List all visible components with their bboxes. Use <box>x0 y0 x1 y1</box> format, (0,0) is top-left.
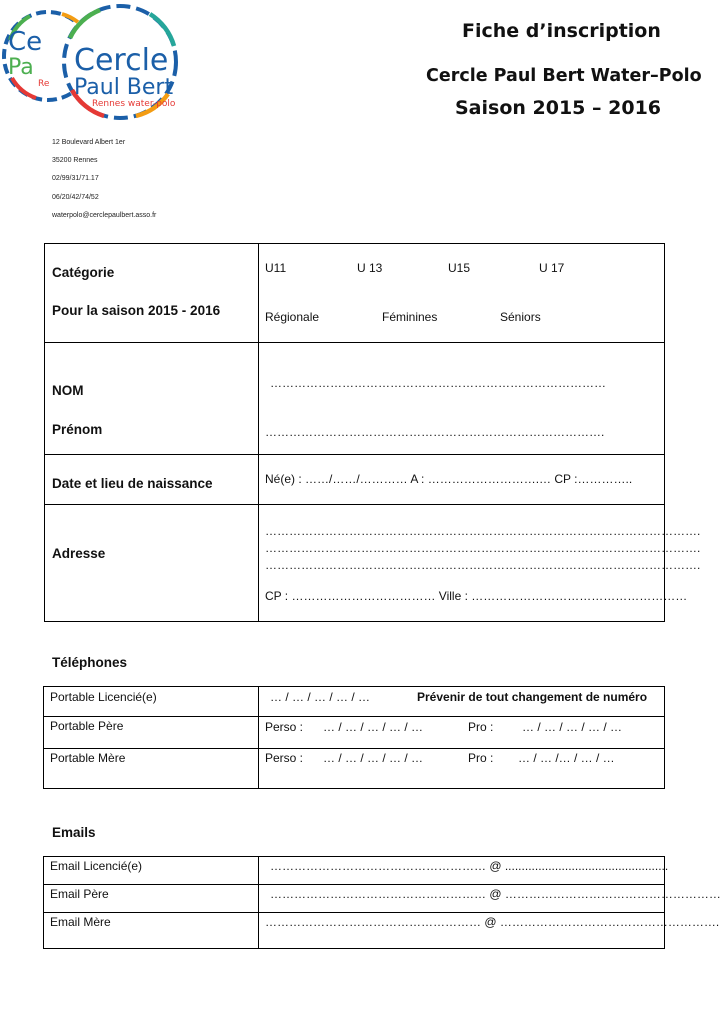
prenom-field[interactable]: …………………………………………………………………………. <box>265 425 605 439</box>
email-pere-field[interactable]: ……………………………………………… @ ……………………………………………… <box>270 887 721 901</box>
portable-pere-pro-field[interactable]: … / … / … / … / … <box>522 720 623 734</box>
season-title: Saison 2015 – 2016 <box>455 97 662 119</box>
category-u17[interactable]: U 17 <box>539 261 565 275</box>
email-licencie-field[interactable]: ……………………………………………… @ ................................................. <box>270 859 669 873</box>
logo-back-text-1: Ce <box>8 27 43 57</box>
adresse-label: Adresse <box>52 546 106 561</box>
adresse-cp-ville[interactable]: CP : ……………………………… Ville : ……………………………………………… <box>265 589 688 603</box>
category-regionale[interactable]: Régionale <box>265 310 320 324</box>
portable-mere-label: Portable Mère <box>50 751 126 765</box>
emails-heading: Emails <box>52 825 96 840</box>
category-u11[interactable]: U11 <box>265 261 287 275</box>
portable-pere-pro-label: Pro : <box>468 720 494 734</box>
category-seniors[interactable]: Séniors <box>500 310 541 324</box>
saison-label: Pour la saison 2015 - 2016 <box>52 303 221 318</box>
club-title: Cercle Paul Bert Water–Polo <box>426 66 702 86</box>
contact-phone-1: 02/99/31/71.17 <box>52 175 99 182</box>
logo-main-text-2: Paul Bert <box>74 75 174 100</box>
contact-city: 35200 Rennes <box>52 157 98 164</box>
contact-address: 12 Boulevard Albert 1er <box>52 139 126 146</box>
email-mere-field[interactable]: ……………………………………………… @ ………………………………………………. <box>265 915 720 929</box>
portable-licencie-label: Portable Licencié(e) <box>50 690 157 704</box>
adresse-line-2[interactable]: ………………………………………………………………………………………………. <box>265 541 701 555</box>
contact-phone-2: 06/20/42/74/52 <box>52 194 99 201</box>
adresse-line-1[interactable]: ………………………………………………………………………………………………. <box>265 524 701 538</box>
email-licencie-label: Email Licencié(e) <box>50 859 143 873</box>
portable-mere-perso-field[interactable]: … / … / … / … / … <box>323 751 424 765</box>
portable-mere-perso-label: Perso : <box>265 751 304 765</box>
adresse-line-3[interactable]: ………………………………………………………………………………………………. <box>265 558 701 572</box>
logo-subtitle: Rennes water-polo <box>92 99 176 109</box>
email-mere-label: Email Mère <box>50 915 111 929</box>
category-feminines[interactable]: Féminines <box>382 310 438 324</box>
logo-rings-icon <box>0 0 200 130</box>
category-u15[interactable]: U15 <box>448 261 471 275</box>
prenom-label: Prénom <box>52 422 103 437</box>
form-title: Fiche d’inscription <box>462 20 661 42</box>
portable-pere-perso-field[interactable]: … / … / … / … / … <box>323 720 424 734</box>
portable-pere-label: Portable Père <box>50 719 124 733</box>
naissance-field[interactable]: Né(e) : ……/……/………… A : ……………………….… CP :………….. <box>265 472 633 486</box>
portable-licencie-field[interactable]: … / … / … / … / … <box>270 690 371 704</box>
portable-mere-pro-label: Pro : <box>468 751 494 765</box>
portable-note: Prévenir de tout changement de numéro <box>417 690 648 704</box>
nom-field[interactable]: ………………………………………………………………………… <box>270 376 606 390</box>
category-u13[interactable]: U 13 <box>357 261 383 275</box>
contact-email: waterpolo@cerclepaulbert.asso.fr <box>52 212 157 219</box>
categorie-label: Catégorie <box>52 265 115 280</box>
logo-back-text-3: Re <box>38 79 50 89</box>
logo-back-text-2: Pa <box>8 55 34 80</box>
naissance-label: Date et lieu de naissance <box>52 476 213 491</box>
logo-main-text-1: Cercle <box>74 43 169 78</box>
email-pere-label: Email Père <box>50 887 109 901</box>
club-logo <box>0 0 200 130</box>
portable-mere-pro-field[interactable]: … / … /… / … / … <box>518 751 615 765</box>
portable-pere-perso-label: Perso : <box>265 720 304 734</box>
nom-label: NOM <box>52 383 84 398</box>
telephones-heading: Téléphones <box>52 655 128 670</box>
